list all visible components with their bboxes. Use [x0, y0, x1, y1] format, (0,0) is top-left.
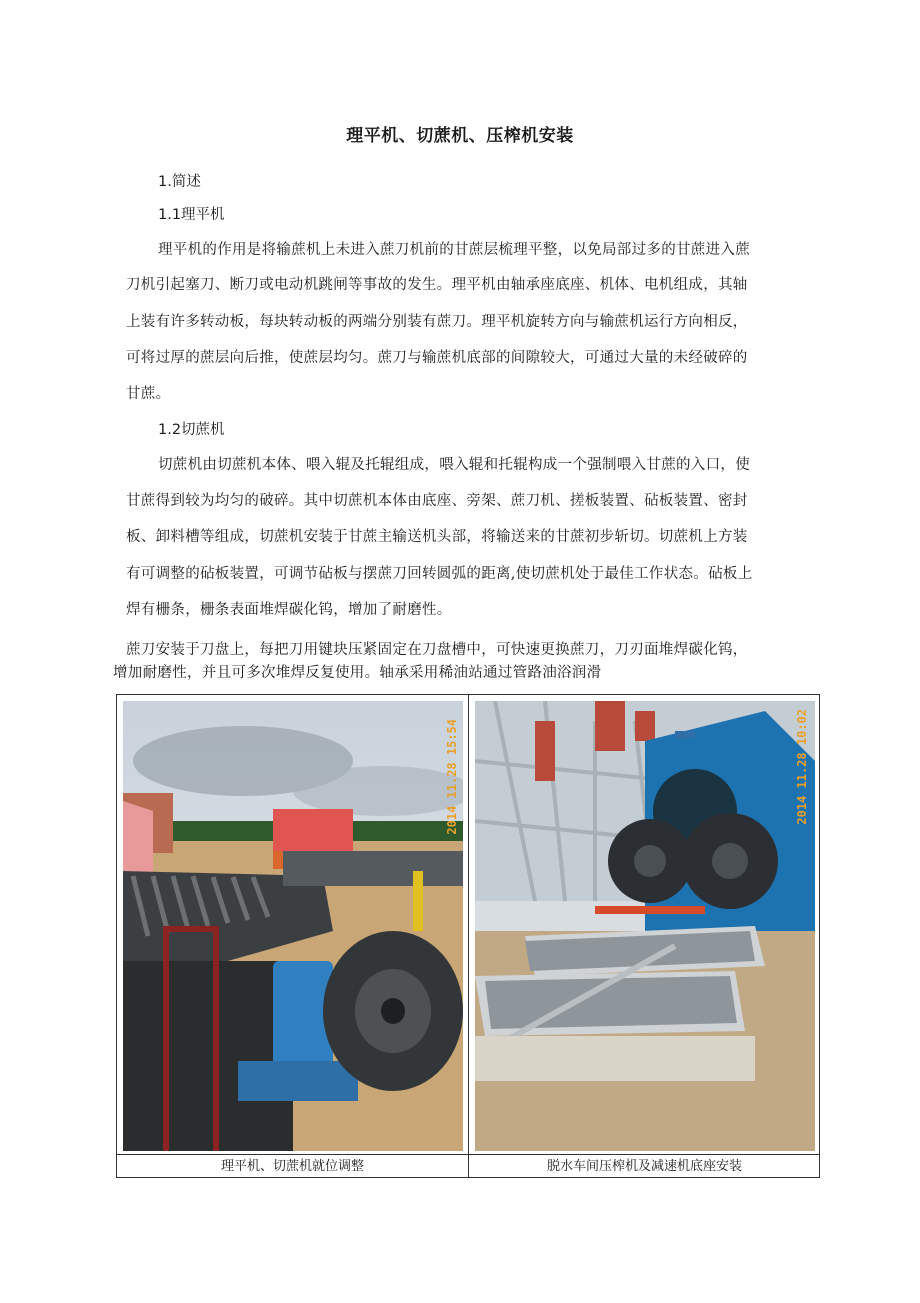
- paragraph-line: 理平机的作用是将输蔗机上未进入蔗刀机前的甘蔗层梳理平整，以免局部过多的甘蔗进入蔗: [158, 242, 750, 258]
- table-divider: [117, 1154, 819, 1155]
- page-title: 理平机、切蔗机、压榨机安装: [346, 126, 574, 146]
- table-divider: [468, 695, 469, 1177]
- section-heading-1-1: 1.1理平机: [158, 207, 225, 223]
- photo-leveler-cutter: [123, 701, 463, 1151]
- photo-date-stamp: 2014 11.28 10:02: [795, 709, 809, 825]
- paragraph-line: 刀机引起塞刀、断刀或电动机跳闸等事故的发生。理平机由轴承座底座、机体、电机组成，其轴: [126, 277, 748, 293]
- paragraph-line: 甘蔗。: [126, 386, 171, 402]
- paragraph-line: 可将过厚的蔗层向后推，使蔗层均匀。蔗刀与输蔗机底部的间隙较大，可通过大量的未经破碎的: [126, 350, 748, 366]
- paragraph-line: 有可调整的砧板装置，可调节砧板与摆蔗刀回转圆弧的距离,使切蔗机处于最佳工作状态。砧板上: [126, 566, 753, 582]
- paragraph-line: 上装有许多转动板，每块转动板的两端分别装有蔗刀。理平机旋转方向与输蔗机运行方向相反，: [126, 314, 748, 330]
- paragraph-line: 板、卸料槽等组成，切蔗机安装于甘蔗主输送机头部，将输送来的甘蔗初步斩切。切蔗机上方装: [126, 529, 748, 545]
- section-heading-1-2: 1.2切蔗机: [158, 422, 225, 438]
- paragraph-line: 焊有栅条，栅条表面堆焊碳化钨，增加了耐磨性。: [126, 602, 452, 618]
- photo-table: [116, 694, 820, 1178]
- photo-date-stamp: 2014 11.28 15:54: [445, 719, 459, 835]
- paragraph-line: 蔗刀安装于刀盘上，每把刀用键块压紧固定在刀盘槽中，可快速更换蔗刀，刀刃面堆焊碳化钨，: [126, 642, 748, 658]
- photo-press-base: [475, 701, 815, 1151]
- paragraph-line: 切蔗机由切蔗机本体、喂入辊及托辊组成，喂入辊和托辊构成一个强制喂入甘蔗的入口，使: [158, 457, 750, 473]
- photo-caption: 脱水车间压榨机及减速机底座安装: [546, 1159, 742, 1174]
- section-heading-1: 1.简述: [158, 174, 201, 190]
- paragraph-line: 增加耐磨性，并且可多次堆焊反复使用。轴承采用稀油站通过管路油浴润滑: [113, 665, 602, 681]
- paragraph-line: 甘蔗得到较为均匀的破碎。其中切蔗机本体由底座、旁架、蔗刀机、搓板装置、砧板装置、密封: [126, 493, 748, 509]
- photo-caption: 理平机、切蔗机就位调整: [220, 1159, 364, 1174]
